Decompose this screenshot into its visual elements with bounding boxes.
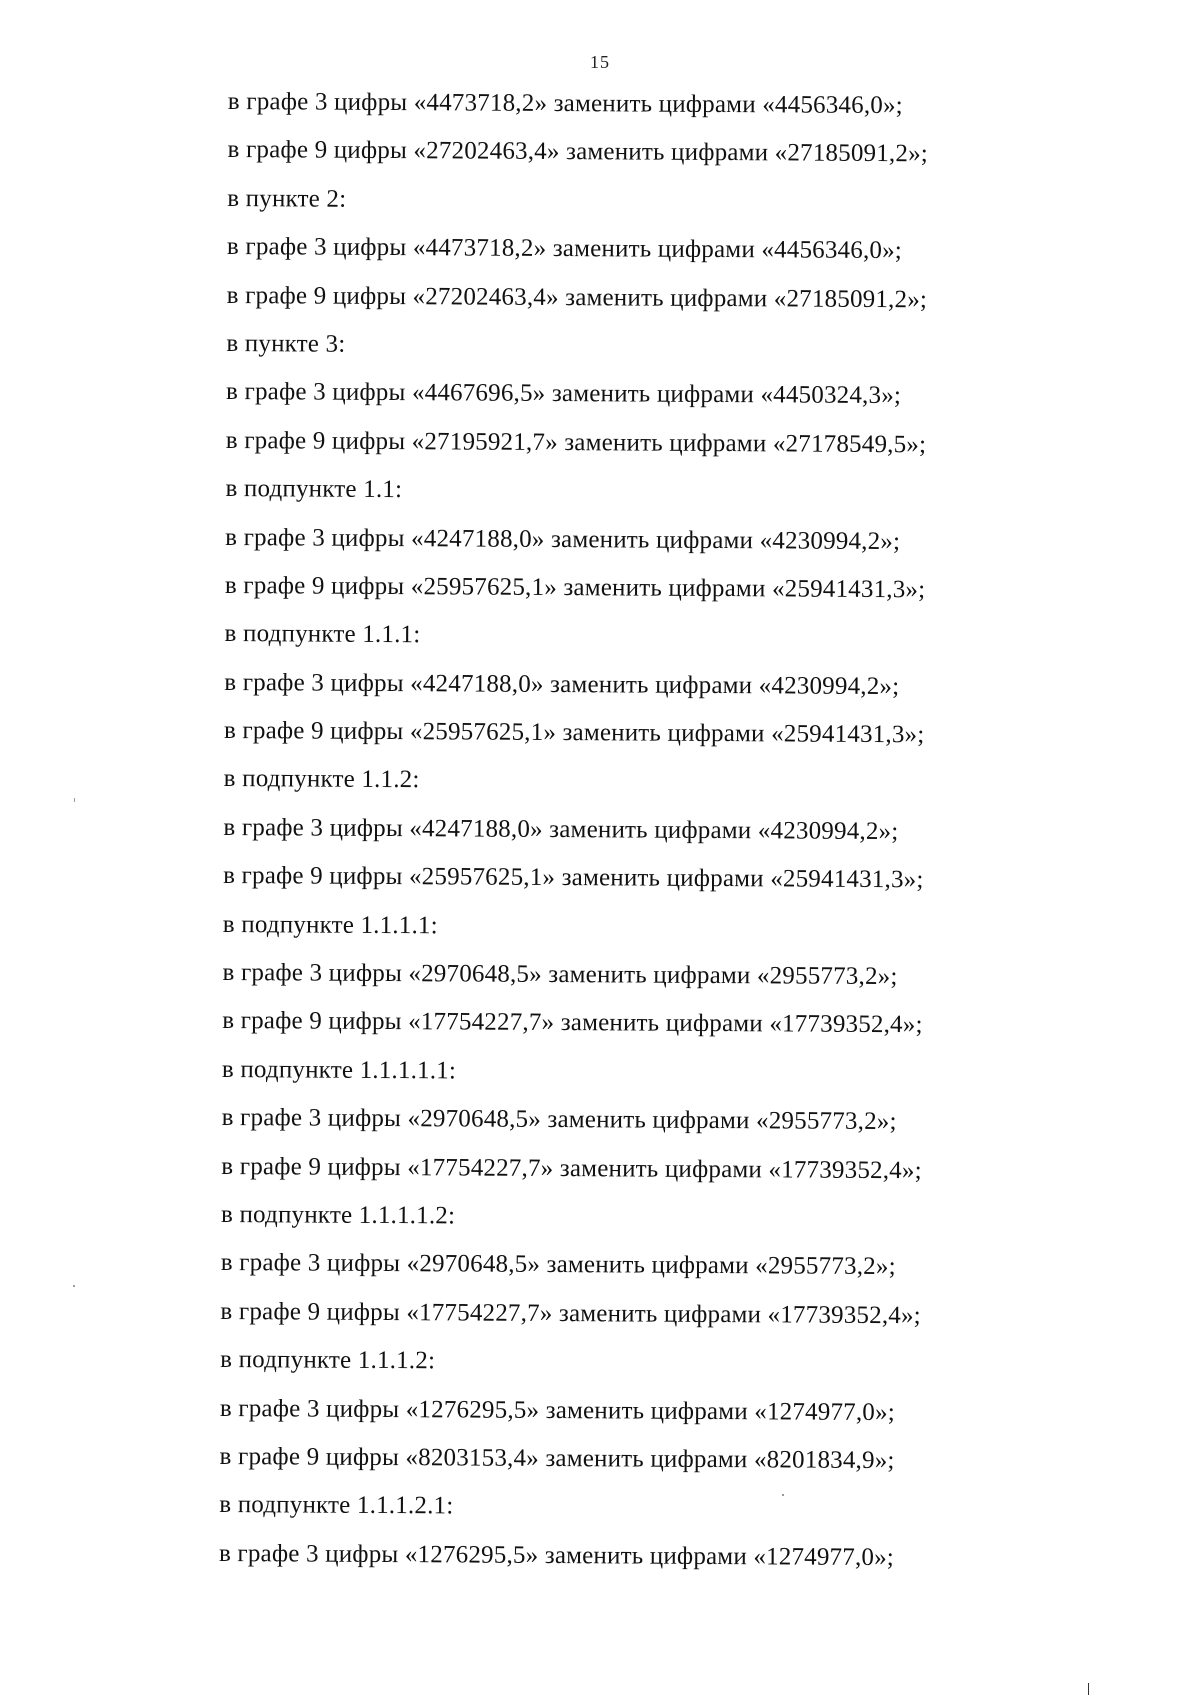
- text-line: в графе 9 цифры «27202463,4» заменить цифрами «27185091,2»;: [226, 281, 928, 313]
- text-line: в графе 3 цифры «4473718,2» заменить цифрами «4456346,0»;: [226, 233, 903, 265]
- text-line: в графе 9 цифры «25957625,1» заменить цифрами «25941431,3»;: [223, 717, 925, 749]
- text-line: в графе 3 цифры «2970648,5» заменить цифрами «2955773,2»;: [222, 959, 898, 991]
- text-line: в графе 9 цифры «27195921,7» заменить цифрами «27178549,5»;: [225, 426, 927, 459]
- text-line: в графе 9 цифры «27202463,4» заменить цифрами «27185091,2»;: [227, 136, 929, 168]
- text-line: в графе 9 цифры «8203153,4» заменить цифрами «8201834,9»;: [219, 1442, 895, 1475]
- text-line: в графе 9 цифры «17754227,7» заменить цифрами «17739352,4»;: [222, 1007, 923, 1039]
- section-heading: в пункте 3:: [226, 329, 346, 358]
- text-line: в графе 3 цифры «4247188,0» заменить цифрами «4230994,2»;: [225, 523, 901, 555]
- text-line: в графе 9 цифры «25957625,1» заменить цифрами «25941431,3»;: [224, 571, 926, 604]
- section-heading: в подпункте 1.1.1.1.1:: [221, 1055, 457, 1085]
- text-line: в графе 9 цифры «25957625,1» заменить цифрами «25941431,3»;: [223, 862, 924, 894]
- scan-speck: [73, 1285, 75, 1287]
- section-heading: в подпункте 1.1:: [225, 475, 403, 504]
- amendment-lines: [219, 78, 1128, 1584]
- section-heading: в подпункте 1.1.1.2.1:: [219, 1491, 454, 1520]
- text-line: в графе 3 цифры «1276295,5» заменить цифрами «1274977,0»;: [219, 1394, 895, 1426]
- text-line: в графе 3 цифры «2970648,5» заменить цифрами «2955773,2»;: [221, 1104, 897, 1136]
- text-line: в графе 3 цифры «1276295,5» заменить цифрами «1274977,0»;: [218, 1539, 895, 1571]
- scan-edge-mark: [1088, 1683, 1089, 1695]
- section-heading: в пункте 2:: [227, 184, 347, 213]
- text-line: в графе 9 цифры «17754227,7» заменить цифрами «17739352,4»;: [221, 1152, 922, 1184]
- section-heading: в подпункте 1.1.2:: [223, 765, 420, 794]
- text-line: в графе 3 цифры «4467696,5» заменить цифрами «4450324,3»;: [226, 378, 902, 410]
- text-line: в графе 9 цифры «17754227,7» заменить цифрами «17739352,4»;: [220, 1297, 921, 1330]
- text-line: в графе 3 цифры «4247188,0» заменить цифрами «4230994,2»;: [223, 813, 899, 845]
- scan-speck: [782, 1494, 784, 1496]
- section-heading: в подпункте 1.1.1.1.2:: [220, 1200, 456, 1230]
- page-number: 15: [590, 52, 610, 72]
- text-line: в графе 3 цифры «2970648,5» заменить цифрами «2955773,2»;: [220, 1249, 896, 1281]
- section-heading: в подпункте 1.1.1.2:: [220, 1346, 436, 1375]
- text-line: в графе 3 цифры «4247188,0» заменить цифрами «4230994,2»;: [224, 668, 900, 700]
- scan-speck: [74, 798, 75, 802]
- section-heading: в подпункте 1.1.1.1:: [222, 910, 438, 939]
- section-heading: в подпункте 1.1.1:: [224, 620, 421, 649]
- text-line: в графе 3 цифры «4473718,2» заменить цифрами «4456346,0»;: [227, 87, 903, 120]
